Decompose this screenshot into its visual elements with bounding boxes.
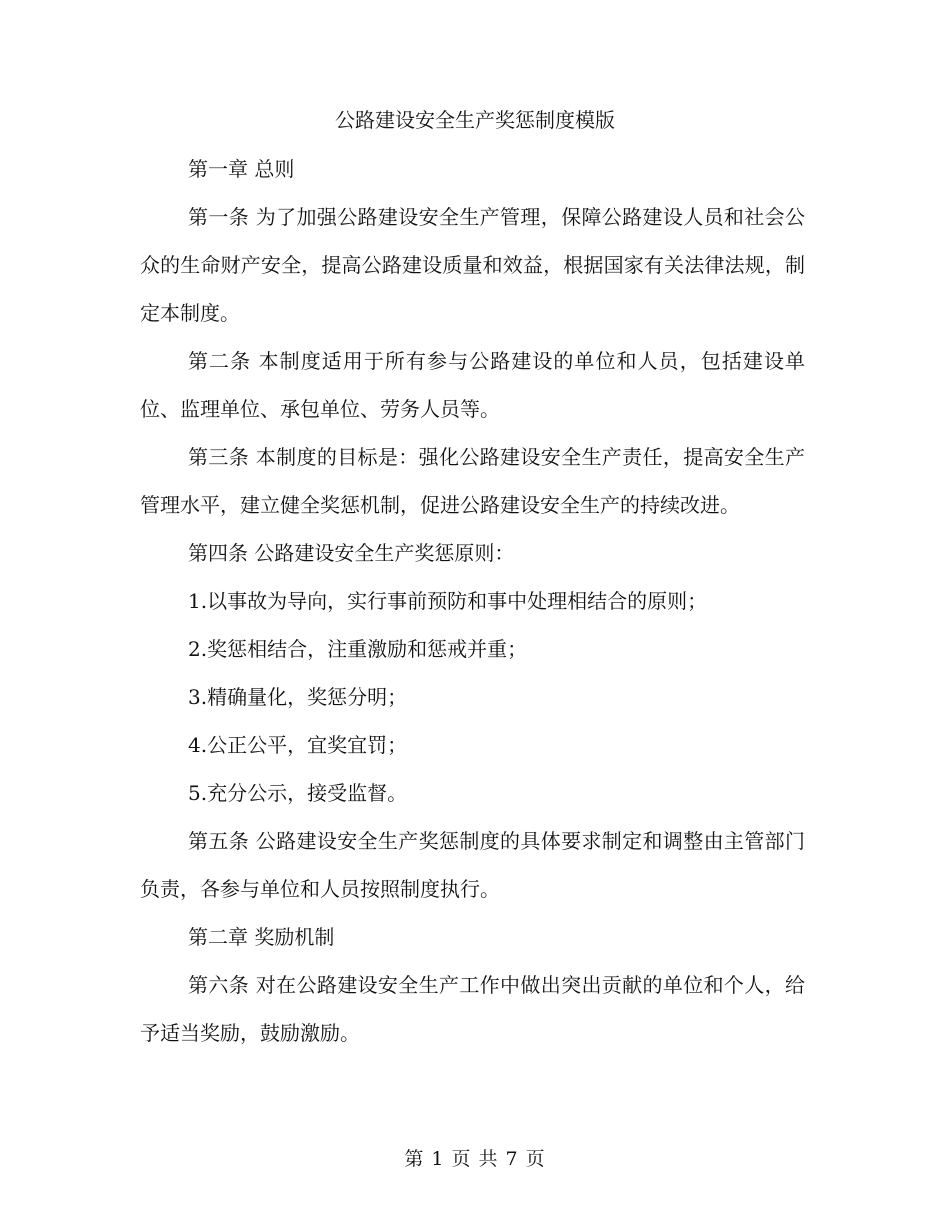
list-item: 1.以事故为导向，实行事前预防和事中处理相结合的原则； [188,589,708,613]
article-paragraph: 第一条 为了加强公路建设安全生产管理，保障公路建设人员和社会公众的生命财产安全，提高公路建设质量和效益，根据国家有关法律法规，制定本制度。 [140,205,805,325]
article-paragraph: 第二条 本制度适用于所有参与公路建设的单位和人员，包括建设单位、监理单位、承包单位、劳务人员等。 [140,349,805,421]
document-title: 公路建设安全生产奖惩制度模版 [335,108,615,132]
chapter-heading: 第二章 奖励机制 [188,925,335,949]
list-item: 2.奖惩相结合，注重激励和惩戒并重； [188,637,528,661]
article-paragraph: 第四条 公路建设安全生产奖惩原则： [188,541,515,565]
document-body [140,145,805,1057]
article-paragraph: 第三条 本制度的目标是：强化公路建设安全生产责任，提高安全生产管理水平，建立健全奖惩机制，促进公路建设安全生产的持续改进。 [140,445,805,517]
list-item: 4.公正公平，宜奖宜罚； [188,733,408,757]
chapter-heading: 第一章 总则 [188,157,295,181]
article-paragraph: 第五条 公路建设安全生产奖惩制度的具体要求制定和调整由主管部门负责，各参与单位和人员按照制度执行。 [140,829,805,901]
page-footer: 第 1 页 共 7 页 [404,1148,546,1170]
list-item: 5.充分公示，接受监督。 [188,781,408,805]
list-item: 3.精确量化，奖惩分明； [188,685,408,709]
article-paragraph: 第六条 对在公路建设安全生产工作中做出突出贡献的单位和个人，给予适当奖励，鼓励激励。 [140,973,805,1045]
